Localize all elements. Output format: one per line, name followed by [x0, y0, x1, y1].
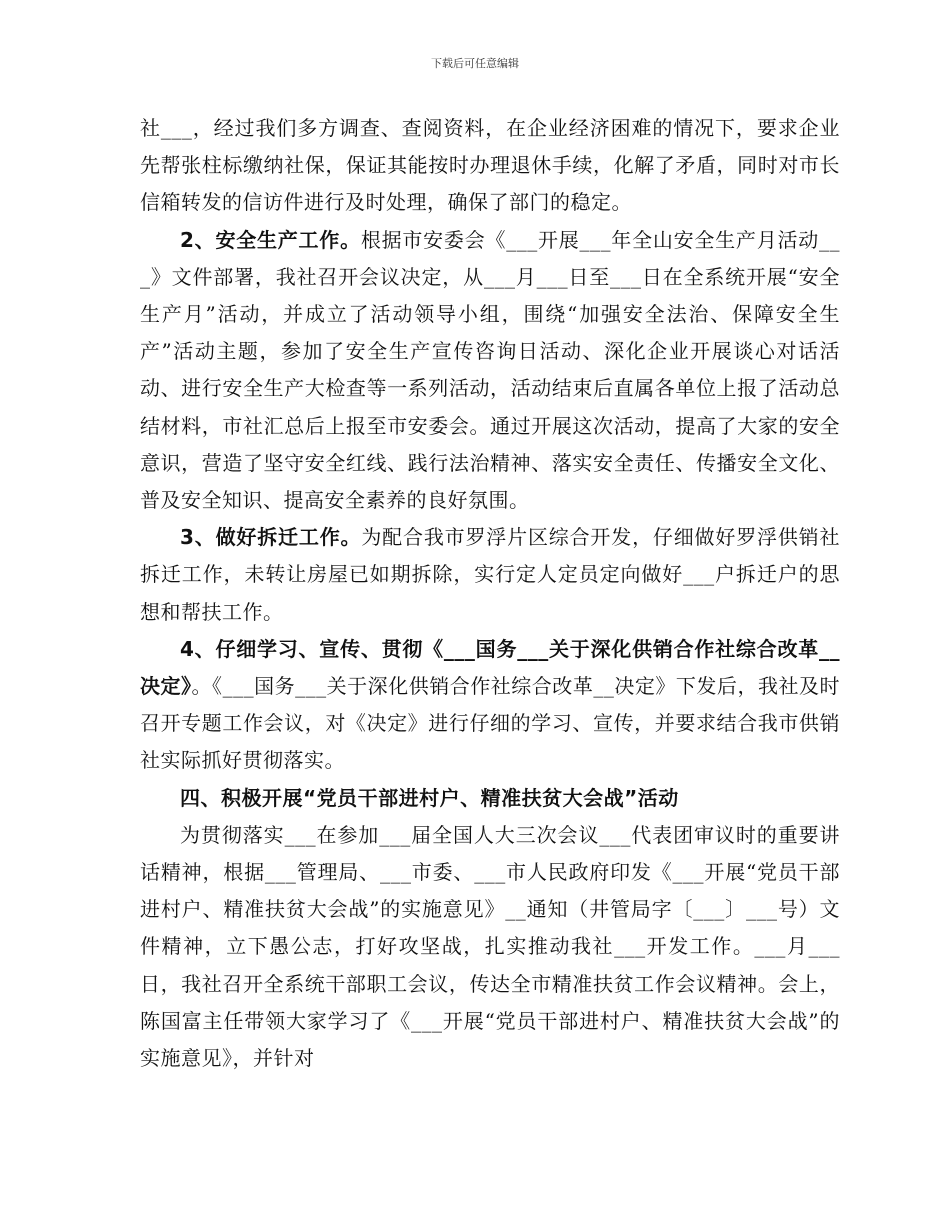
- section-body: 为贯彻落实___在参加___届全国人大三次会议___代表团审议时的重要讲话精神，根据___管理局、___市委、___市人民政府印发《___开展“党员干部进村户、精准扶贫大会战”的实施意见》__通知（井管局字〔___〕___号）文件精神，立下愚公志，打好攻坚战，扎实推动我社___开发工作。___月___日，我社召开全系统干部职工会议，传达全市精准扶贫工作会议精神。会上，陈国富主任带领大家学习了《___开展“党员干部进村户、精准扶贫大会战”的实施意见》，并针对: [140, 822, 840, 1071]
- paragraph-lead: 4、仔细学习、宣传、贯彻《___国务___关于深化供销合作社综合改革__决定》: [140, 636, 840, 699]
- paragraph-demolition: [140, 519, 840, 631]
- page-header-note: 下载后可任意编辑: [431, 57, 519, 70]
- paragraph-text: 社___，经过我们多方调查、查阅资料，在企业经济困难的情况下，要求企业先帮张柱标缴纳社保，保证其能按时办理退休手续，化解了矛盾，同时对市长信箱转发的信访件进行及时处理，确保了部门的稳定。: [140, 116, 840, 215]
- paragraph-study-decision: [140, 631, 840, 780]
- document-body: [140, 110, 840, 1077]
- paragraph-text: 为配合我市罗浮片区综合开发，仔细做好罗浮供销社拆迁工作，未转让房屋已如期拆除，实行定人定员定向做好___户拆迁户的思想和帮扶工作。: [140, 525, 840, 624]
- paragraph-text: 根据市安委会《___开展___年全山安全生产月活动___》文件部署，我社召开会议决定，从___月___日至___日在全系统开展“安全生产月”活动，并成立了活动领导小组，围绕“加强安全法治、保障安全生产”活动主题，参加了安全生产宣传咨询日活动、深化企业开展谈心对话活动、进行安全生产大检查等一系列活动，活动结束后直属各单位上报了活动总结材料，市社汇总后上报至市安委会。通过开展这次活动，提高了大家的安全意识，营造了坚守安全红线、践行法治精神、落实安全责任、传播安全文化、普及安全知识、提高安全素养的良好氛围。: [140, 227, 840, 513]
- paragraph-petition: [140, 110, 840, 222]
- section-heading: 四、积极开展“党员干部进村户、精准扶贫大会战”活动: [180, 785, 679, 810]
- paragraph-safety-production: [140, 222, 840, 520]
- paragraph-lead: 2、安全生产工作。: [180, 227, 361, 252]
- paragraph-lead: 3、做好拆迁工作。: [180, 525, 362, 550]
- paragraph-text: 。《___国务___关于深化供销合作社综合改革__决定》下发后，我社及时召开专题工作会议，对《决定》进行仔细的学习、宣传，并要求结合我市供销社实际抓好贯彻落实。: [140, 674, 841, 773]
